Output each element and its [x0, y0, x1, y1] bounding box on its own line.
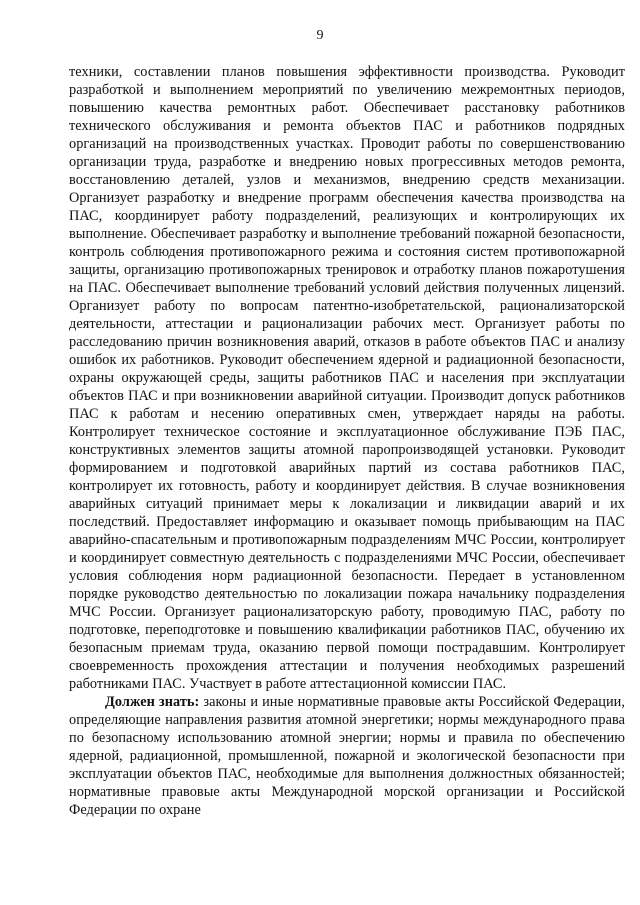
must-know-heading: Должен знать:	[105, 694, 200, 710]
document-body	[69, 63, 625, 819]
must-know-text: законы и иные нормативные правовые акты Российской Федерации, определяющие направления развития атомной энергетики; нормы международного права по безопасному использованию атомной энергии; нормы и правила по обеспечению ядерной, радиационной, промышленной, пожарной и экологической безопасности при эксплуатации объектов ПАС, необходимые для выполнения должностных обязанностей; нормативные правовые акты Международной морской организации и Российской Федерации по охране	[69, 694, 625, 818]
page-number: 9	[316, 28, 324, 43]
paragraph-responsibilities: техники, составлении планов повышения эффективности производства. Руководит разработкой и выполнением мероприятий по увеличению межремонтных периодов, повышению качества ремонтных работ. Обеспечивает расстановку работников технического обслуживания и ремонта объектов ПАС и работников подрядных организаций на производственных участках. Проводит работы по совершенствованию организации труда, разработке и внедрению новых прогрессивных методов ремонта, восстановлению деталей, узлов и механизмов, внедрению средств механизации. Организует разработку и внедрение программ обеспечения качества производства на ПАС, координирует работу подразделений, реализующих и контролирующих их выполнение. Обеспечивает разработку и выполнение требований пожарной безопасности, контроль соблюдения противопожарного режима и состояния систем противопожарной защиты, организацию противопожарных тренировок и отработку планов пожаротушения на ПАС. Обеспечивает выполнение требований условий действия полученных лицензий. Организует работу по вопросам патентно-изобретательской, рационализаторской деятельности, аттестации и рационализации рабочих мест. Организует работы по расследованию причин возникновения аварий, отказов в работе объектов ПАС и анализу ошибок их работников. Руководит обеспечением ядерной и радиационной безопасности, охраны окружающей среды, защиты работников ПАС и населения при эксплуатации объектов ПАС и при возникновении аварийной ситуации. Производит допуск работников ПАС к работам и несению оперативных смен, утверждает наряды на работы. Контролирует техническое состояние и эксплуатационное обслуживание ПЭБ ПАС, конструктивных элементов защиты атомной паропроизводящей установки. Руководит формированием и подготовкой аварийных партий из состава работников ПАС, контролирует их готовность, работу и координирует действия. В случае возникновения аварийных ситуаций принимает меры к локализации и ликвидации аварий и их последствий. Предоставляет информацию и оказывает помощь прибывающим на ПАС аварийно-спасательным и противопожарным подразделениям МЧС России, контролирует и координирует совместную деятельность с подразделениями МЧС России, обеспечивает условия соблюдения норм радиационной безопасности. Передает в установленном порядке руководство деятельностью по локализации пожара начальнику подразделения МЧС России. Организует рационализаторскую работу, проводимую ПАС, работу по подготовке, переподготовке и повышению квалификации работников ПАС, обучению их безопасным приемам труда, оказанию первой помощи пострадавшим. Контролирует своевременность прохождения аттестации и получения необходимых разрешений работниками ПАС. Участвует в работе аттестационной комиссии ПАС.	[69, 64, 625, 692]
paragraph-must-know	[69, 693, 625, 819]
